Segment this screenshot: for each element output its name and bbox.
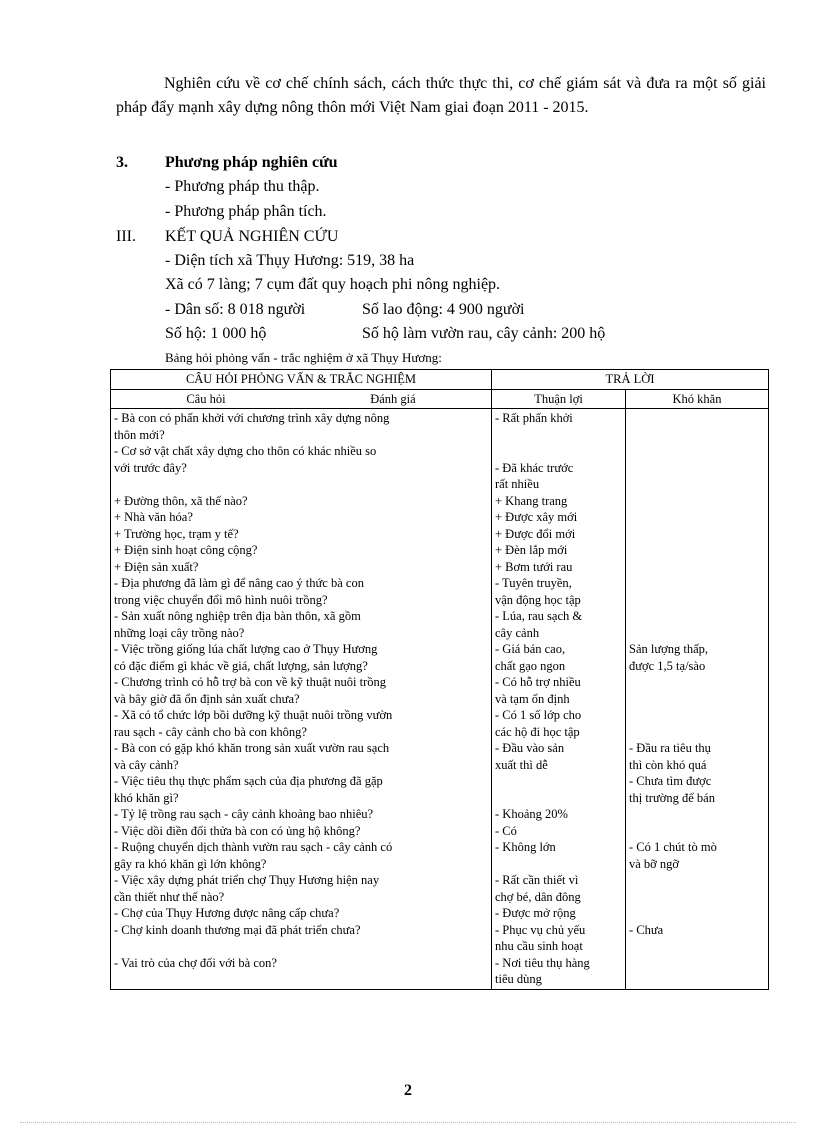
header-answers: TRẢ LỜI [492,370,769,390]
advantage-line: - Phục vụ chủ yếu [495,922,586,937]
question-line: những loại cây trồng nào? [114,625,245,640]
section-iii-number: III. [116,228,136,245]
question-line: - Bà con có phấn khởi với chương trình xây dựng nông [114,411,390,425]
advantage-line: - Đã khác trước [495,460,574,475]
question-line: - Địa phương đã làm gì để nâng cao ý thức bà con [114,576,364,590]
advantage-line: - Có [495,823,517,838]
difficulty-line [629,823,765,840]
advantage-line: rất nhiều [495,477,540,491]
difficulty-line: thị trường để bán [629,790,715,805]
advantage-line: + Đèn lắp mới [495,543,568,557]
question-line: - Việc trồng giống lúa chất lượng cao ở Thụy Hương [114,642,378,656]
question-line: - Việc xây dựng phát triển chợ Thụy Hương hiện nay [114,873,380,887]
advantage-line [495,790,622,807]
difficulty-line [629,872,765,889]
method-item-1: - Phương pháp thu thập. [165,178,320,195]
advantage-line [495,773,622,790]
difficulty-line [629,724,765,741]
difficulty-line [629,575,765,592]
garden-households-fact: Số hộ làm vườn rau, cây cảnh: 200 hộ [362,325,606,342]
question-line: với trước đây? [114,460,187,475]
question-line: - Cơ sở vật chất xây dựng cho thôn có khác nhiều so [114,444,377,458]
question-line [114,971,488,988]
advantage-line: cây cảnh [495,625,540,640]
difficulties-column [626,409,769,990]
advantage-line: - Đầu vào sản [495,741,565,755]
question-line: - Tỷ lệ trồng rau sạch - cây cảnh khoảng bao nhiêu? [114,807,374,821]
difficulty-line: và bỡ ngỡ [629,856,680,871]
subheader-advantage: Thuận lợi [492,389,626,409]
question-line: - Việc dồi điền đổi thửa bà con có ủng hộ không? [114,823,361,838]
difficulty-line [629,889,765,906]
intro-paragraph: Nghiên cứu về cơ chế chính sách, cách thức thực thi, cơ chế giám sát và đưa ra một số giải pháp đẩy mạnh xây dựng nông thôn mới Việt Nam giai đoạn 2011 - 2015. [116,75,766,116]
question-line: trong việc chuyển đổi mô hình nuôi trồng? [114,592,328,607]
difficulty-line [629,460,765,477]
subheader-difficulty: Khó khăn [626,389,769,409]
difficulty-line: - Chưa tìm được [629,774,712,788]
advantage-line: - Nơi tiêu thụ hàng [495,955,590,970]
question-line: và cây cảnh? [114,757,179,772]
advantage-line [495,427,622,444]
questions-column [111,409,492,990]
advantage-line: + Bơm tưới rau [495,559,573,574]
question-line: - Ruộng chuyển dịch thành vườn rau sạch - cây cảnh có [114,840,393,854]
advantage-line [495,856,622,873]
advantage-line: nhu cầu sinh hoạt [495,939,583,953]
difficulty-line [629,410,765,427]
question-line: - Xã có tổ chức lớp bồi dưỡng kỹ thuật nuôi trồng vườn [114,708,393,722]
difficulty-line: Sản lượng thấp, [629,642,709,656]
advantage-line: - Lúa, rau sạch & [495,609,583,623]
question-line: thôn mới? [114,427,165,442]
difficulty-line [629,938,765,955]
question-line: + Điện sản xuất? [114,559,199,574]
table-body-row [111,409,769,990]
question-line: + Trường học, trạm y tế? [114,526,239,541]
question-line: - Sản xuất nông nghiệp trên địa bàn thôn, xã gồm [114,609,361,623]
difficulty-line: thì còn khó quá [629,757,707,772]
difficulty-line [629,592,765,609]
method-item-2: - Phương pháp phân tích. [165,203,327,220]
page-number: 2 [404,1082,412,1099]
section-3-title: Phương pháp nghiên cứu [165,154,338,171]
subheader-evaluation: Đánh giá [370,391,416,406]
population-fact: - Dân số: 8 018 người [165,301,306,318]
advantage-line: + Khang trang [495,493,568,508]
question-line: và bây giờ đã ổn định sản xuất chưa? [114,691,300,706]
advantage-line: xuất thì dễ [495,757,548,772]
area-fact: - Diện tích xã Thụy Hương: 519, 38 ha [165,252,415,269]
table-subheader-row [111,389,769,409]
question-line [114,938,488,955]
question-line: - Chợ của Thụy Hương được nâng cấp chưa? [114,906,340,920]
section-3-number: 3. [116,154,128,171]
subheader-question-cell [111,389,492,409]
difficulty-line: - Có 1 chút tò mò [629,840,717,854]
difficulty-line [629,691,765,708]
advantage-line: chất gạo ngon [495,658,566,673]
advantages-column [492,409,626,990]
question-line: + Nhà văn hóa? [114,510,193,524]
question-line: có đặc điểm gì khác về giá, chất lượng, sản lượng? [114,658,368,673]
difficulty-line [629,427,765,444]
table-header-row [111,370,769,390]
advantage-line: - Có 1 số lớp cho [495,708,582,722]
labor-fact: Số lao động: 4 900 người [362,301,525,318]
question-line: rau sạch - cây cảnh cho bà con không? [114,724,307,739]
advantage-line: chợ bé, dân đông [495,889,581,904]
difficulty-line [629,493,765,510]
difficulty-line [629,806,765,823]
question-line: - Chợ kinh doanh thương mại đã phát triển chưa? [114,922,361,937]
advantage-line: các hộ đi học tập [495,724,580,739]
section-iii-title: KẾT QUẢ NGHIÊN CỨU [165,228,339,245]
difficulty-line [629,476,765,493]
difficulty-line [629,542,765,559]
question-line: - Việc tiêu thụ thực phẩm sạch của địa phương đã gặp [114,774,383,788]
advantage-line: - Rất cần thiết vì [495,873,579,887]
advantage-line: và tạm ổn định [495,691,570,706]
advantage-line: - Khoảng 20% [495,807,568,821]
question-line: - Chương trình có hỗ trợ bà con về kỹ thuật nuôi trồng [114,675,387,689]
advantage-line: - Không lớn [495,840,556,854]
difficulty-line: được 1,5 tạ/sào [629,658,706,673]
advantage-line: + Được xây mới [495,510,578,524]
subheader-question: Câu hỏi [186,391,226,406]
advantage-line: - Tuyên truyền, [495,576,572,590]
difficulty-line [629,559,765,576]
question-line: gây ra khó khăn gì lớn không? [114,856,267,871]
difficulty-line [629,443,765,460]
question-line: khó khăn gì? [114,790,179,805]
households-fact: Số hộ: 1 000 hộ [165,325,267,342]
question-line: - Vai trò của chợ đối với bà con? [114,955,277,970]
advantage-line: - Rất phấn khởi [495,411,573,425]
difficulty-line [629,955,765,972]
advantage-line [495,443,622,460]
difficulty-line [629,905,765,922]
question-line [114,476,488,493]
difficulty-line [629,509,765,526]
difficulty-line: - Đầu ra tiêu thụ [629,741,711,755]
difficulty-line [629,526,765,543]
question-line: + Điện sinh hoạt công cộng? [114,543,258,557]
difficulty-line [629,608,765,625]
villages-fact: Xã có 7 làng; 7 cụm đất quy hoạch phi nông nghiệp. [165,276,501,293]
header-questions: CÂU HỎI PHỎNG VẤN & TRẮC NGHIỆM [111,370,492,390]
advantage-line: - Giá bán cao, [495,642,566,656]
advantage-line: vận động học tập [495,592,581,607]
table-caption: Bảng hỏi phỏng vấn - trắc nghiệm ở xã Thụy Hương: [165,350,442,365]
difficulty-line [629,674,765,691]
advantage-line: + Được đổi mới [495,526,576,541]
advantage-line: tiêu dùng [495,972,542,986]
difficulty-line [629,707,765,724]
difficulty-line [629,625,765,642]
survey-table [110,369,769,990]
advantage-line: - Có hỗ trợ nhiều [495,675,581,689]
question-line: cần thiết như thế nào? [114,889,225,904]
difficulty-line [629,971,765,988]
question-line: - Bà con có gặp khó khăn trong sản xuất vườn rau sạch [114,741,390,755]
advantage-line: - Được mở rộng [495,906,576,920]
question-line: + Đường thôn, xã thế nào? [114,493,248,508]
difficulty-line: - Chưa [629,922,664,937]
